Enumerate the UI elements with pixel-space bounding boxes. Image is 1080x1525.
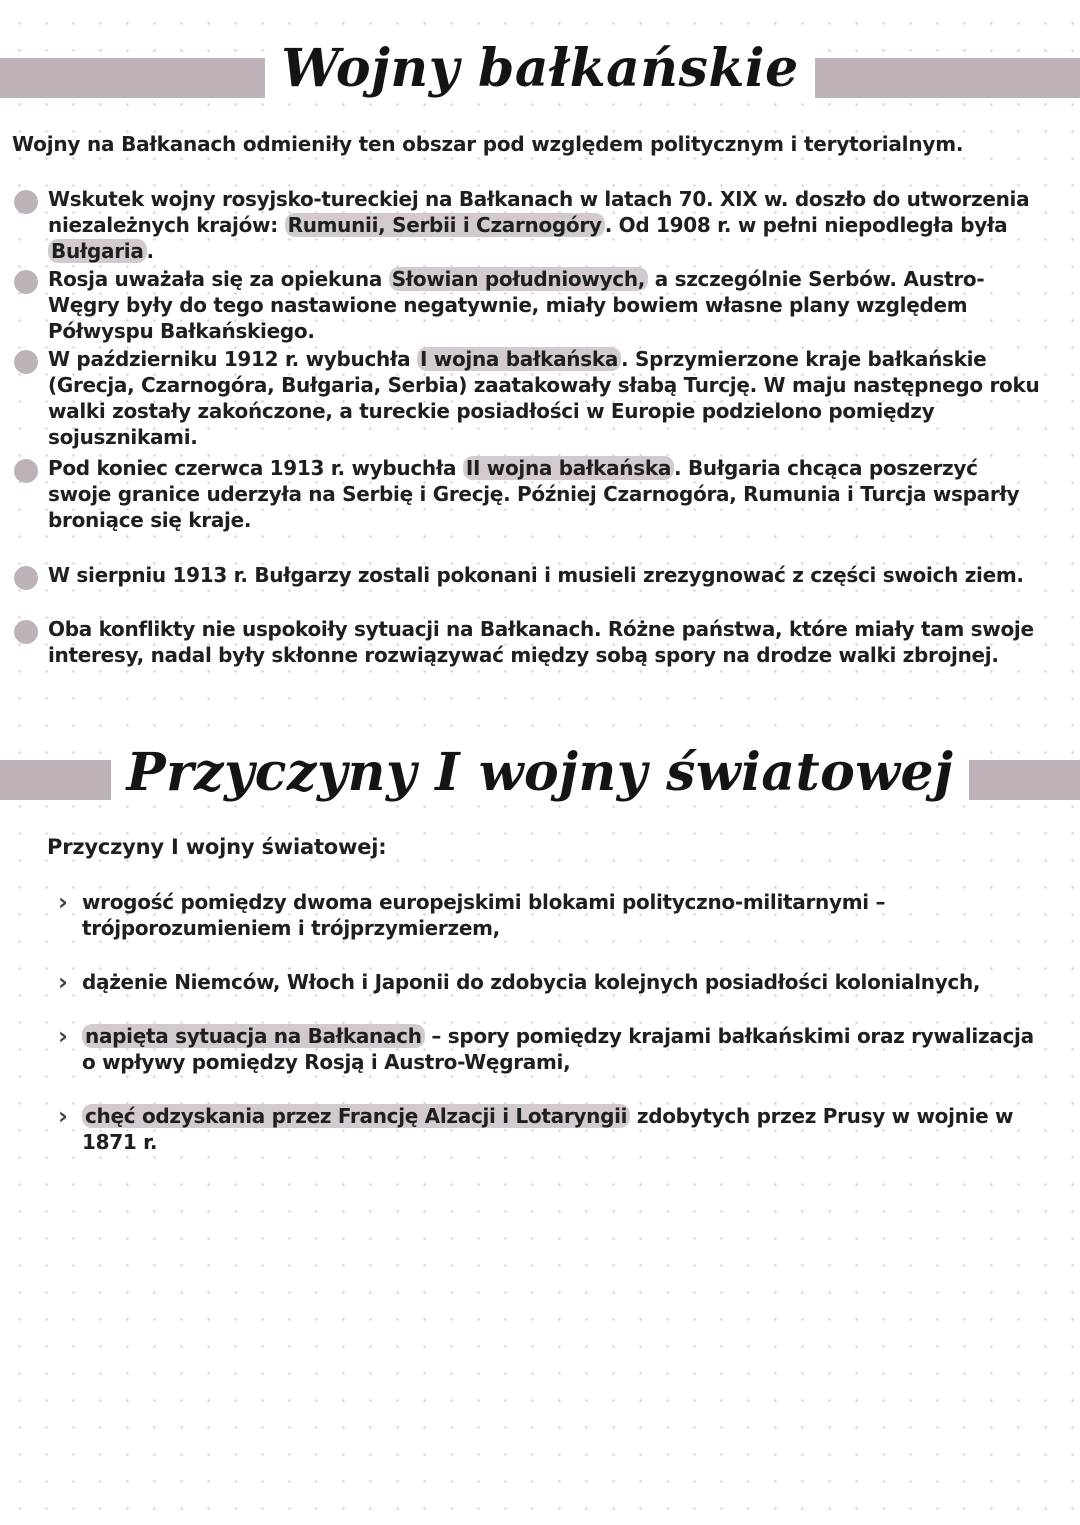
chevron-right-icon: ›: [58, 968, 68, 996]
list-item-text: Rosja uważała się za opiekuna Słowian południowych, a szczególnie Serbów. Austro-Węgry były do tego nastawione negatywnie, miały bowiem własne plany względem Półwyspu Bałkańskiego.: [48, 267, 985, 343]
list-item-text: W sierpniu 1913 r. Bułgarzy zostali pokonani i musieli zrezygnować z części swoich ziem.: [48, 563, 1024, 587]
list-item-text: Wskutek wojny rosyjsko-tureckiej na Bałkanach w latach 70. XIX w. doszło do utworzenia niezależnych krajów: Rumunii, Serbii i Czarnogóry . Od 1908 r. w pełni niepodległa była Bułgaria .: [48, 187, 1030, 263]
highlight: II wojna bałkańska: [463, 456, 674, 480]
chevron-right-icon: ›: [58, 1102, 68, 1130]
list-item-text: Oba konflikty nie uspokoiły sytuacji na Bałkanach. Różne państwa, które miały tam swoje interesy, nadal były skłonne rozwiązywać między sobą spory na drodze walki zbrojnej.: [48, 617, 1034, 667]
cause-text: dążenie Niemców, Włoch i Japonii do zdobycia kolejnych posiadłości kolonialnych,: [82, 970, 981, 994]
highlight: I wojna bałkańska: [417, 347, 621, 371]
cause-text: napięta sytuacja na Bałkanach – spory pomiędzy krajami bałkańskimi oraz rywalizacja o wpływy pomiędzy Rosją i Austro-Węgrami,: [82, 1024, 1034, 1074]
highlight: Bułgaria: [48, 239, 147, 263]
highlight: Rumunii, Serbii i Czarnogóry: [285, 213, 605, 237]
causes-label: Przyczyny I wojny światowej:: [47, 835, 387, 859]
bullet-dot-icon: [14, 620, 38, 644]
section-intro: Wojny na Bałkanach odmieniły ten obszar pod względem politycznym i terytorialnym.: [12, 132, 964, 156]
bullet-dot-icon: [14, 190, 38, 214]
bullet-dot-icon: [14, 566, 38, 590]
highlight: chęć odzyskania przez Francję Alzacji i Lotaryngii: [82, 1104, 630, 1128]
cause-text: wrogość pomiędzy dwoma europejskimi blokami polityczno-militarnymi – trójporozumieniem i trójprzymierzem,: [82, 890, 886, 940]
list-item-text: Pod koniec czerwca 1913 r. wybuchła II wojna bałkańska . Bułgaria chcąca poszerzyć swoje granice uderzyła na Serbię i Grecję. Później Czarnogóra, Rumunia i Turcja wsparły broniące się kraje.: [48, 456, 1020, 532]
chevron-right-icon: ›: [58, 888, 68, 916]
bullet-dot-icon: [14, 459, 38, 483]
chevron-right-icon: ›: [58, 1022, 68, 1050]
list-item-text: W październiku 1912 r. wybuchła I wojna bałkańska . Sprzymierzone kraje bałkańskie (Grecja, Czarnogóra, Bułgaria, Serbia) zaatakowały słabą Turcję. W maju następnego roku walki zostały zakończone, a tureckie posiadłości w Europie podzielono pomiędzy sojusznikami.: [48, 347, 1040, 449]
highlight: Słowian południowych,: [389, 267, 648, 291]
section-title-balkan-wars: Wojny bałkańskie: [0, 38, 1080, 99]
cause-text: chęć odzyskania przez Francję Alzacji i Lotaryngii zdobytych przez Prusy w wojnie w 1871 r.: [82, 1104, 1014, 1154]
highlight: napięta sytuacja na Bałkanach: [82, 1024, 425, 1048]
section-title-ww1-causes: Przyczyny I wojny światowej: [0, 742, 1080, 803]
bullet-dot-icon: [14, 270, 38, 294]
bullet-dot-icon: [14, 350, 38, 374]
